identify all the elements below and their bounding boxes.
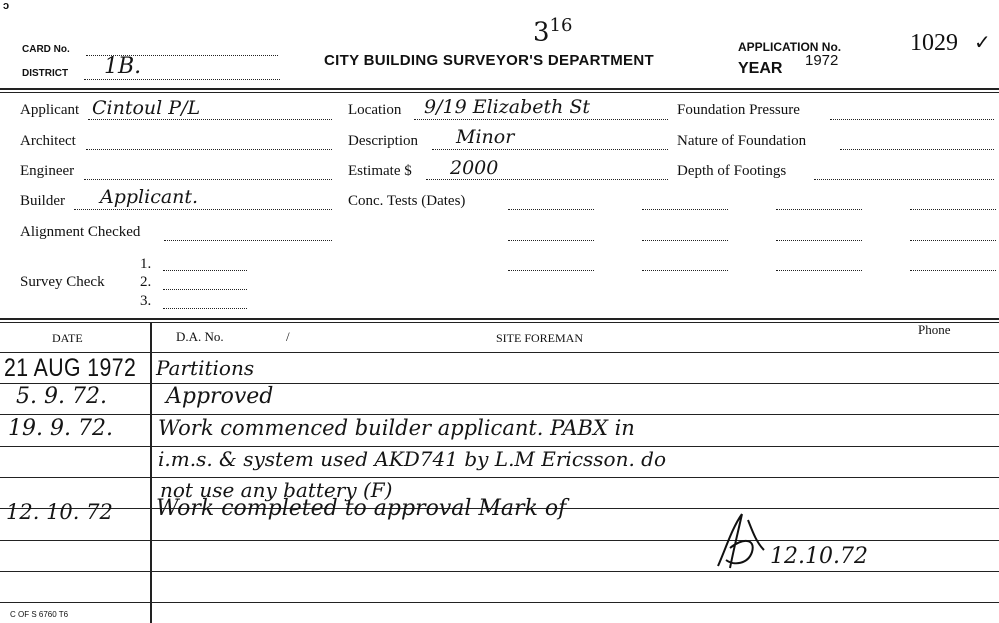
- conc-test-slot: [508, 209, 594, 210]
- row-line: [0, 540, 999, 541]
- year-label: YEAR: [738, 60, 783, 77]
- description-value: Minor: [456, 126, 515, 148]
- entry-date-1: 21 AUG 1972: [4, 354, 137, 382]
- alignment-label: Alignment Checked: [20, 224, 141, 240]
- application-label: APPLICATION No.: [738, 40, 842, 54]
- survey-check-label: Survey Check: [20, 274, 105, 290]
- row-line: [0, 602, 999, 603]
- district-label: DISTRICT: [22, 68, 69, 79]
- builder-line: [74, 209, 332, 210]
- conc-test-slot: [642, 240, 728, 241]
- conc-test-slot: [642, 209, 728, 210]
- builder-label: Builder: [20, 193, 65, 209]
- da-slash: /: [286, 329, 290, 344]
- district-value: 1B.: [104, 54, 142, 79]
- conc-test-slot: [776, 209, 862, 210]
- survey-1-line: [163, 270, 247, 271]
- application-number: 1029: [910, 30, 958, 56]
- survey-3-line: [163, 308, 247, 309]
- description-label: Description: [348, 133, 418, 149]
- header-rule-2: [0, 92, 999, 93]
- conc-test-slot: [508, 240, 594, 241]
- conc-test-slot: [776, 240, 862, 241]
- phone-header: Phone: [918, 322, 951, 337]
- form-code: C OF S 6760 T6: [10, 610, 69, 619]
- conc-test-slot: [910, 240, 996, 241]
- estimate-value: 2000: [450, 157, 499, 179]
- alignment-line: [164, 240, 332, 241]
- engineer-label: Engineer: [20, 163, 75, 179]
- date-column-divider: [150, 322, 152, 623]
- check-mark-icon: ✓: [974, 32, 991, 54]
- location-label: Location: [348, 102, 402, 118]
- row-line: [0, 383, 999, 384]
- survey-2-label: 2.: [140, 274, 152, 290]
- nature-foundation-line: [840, 149, 994, 150]
- site-foreman-header: SITE FOREMAN: [496, 331, 584, 345]
- foundation-pressure-label: Foundation Pressure: [677, 102, 800, 118]
- corner-mark: ↄ: [3, 0, 10, 12]
- da-no-header: D.A. No.: [176, 329, 224, 344]
- architect-label: Architect: [20, 133, 76, 149]
- page-number: $3^{16}$: [533, 15, 573, 48]
- entry-date-3: 19. 9. 72.: [8, 416, 113, 441]
- foundation-pressure-line: [830, 119, 994, 120]
- log-top-rule: [0, 318, 999, 320]
- conc-test-slot: [910, 209, 996, 210]
- entry-text-1: Partitions: [156, 356, 255, 380]
- entry-text-3: Work commenced builder applicant. PABX in: [158, 416, 635, 440]
- row-line: [0, 414, 999, 415]
- signature-date: 12.10.72: [770, 544, 868, 569]
- nature-foundation-label: Nature of Foundation: [677, 133, 807, 149]
- conc-test-slot: [508, 270, 594, 271]
- entry-text-2: Approved: [166, 384, 274, 409]
- conc-test-slot: [910, 270, 996, 271]
- district-line: [84, 79, 280, 80]
- applicant-line: [88, 119, 332, 120]
- estimate-line: [426, 179, 668, 180]
- builder-value: Applicant.: [100, 186, 199, 208]
- conc-test-slot: [776, 270, 862, 271]
- date-header: DATE: [52, 331, 83, 345]
- entry-date-2: 5. 9. 72.: [16, 384, 107, 409]
- estimate-label: Estimate $: [348, 163, 412, 179]
- department-title: CITY BUILDING SURVEYOR'S DEPARTMENT: [324, 52, 654, 69]
- year-value: 1972: [805, 52, 839, 69]
- conc-test-slot: [642, 270, 728, 271]
- signature-mark: [712, 508, 772, 572]
- location-line: [414, 119, 668, 120]
- engineer-line: [84, 179, 332, 180]
- survey-3-label: 3.: [140, 293, 152, 309]
- applicant-value: Cintoul P/L: [92, 97, 201, 119]
- architect-line: [86, 149, 332, 150]
- conc-tests-label: Conc. Tests (Dates): [348, 193, 466, 209]
- row-line: [0, 571, 999, 572]
- entry-text-4: i.m.s. & system used AKD741 by L.M Ericsson. do: [158, 447, 667, 471]
- entry-text-5: not use any battery (F): [160, 478, 393, 502]
- location-value: 9/19 Elizabeth St: [424, 96, 591, 118]
- survey-2-line: [163, 289, 247, 290]
- header-rule: [0, 88, 999, 90]
- depth-footings-line: [814, 179, 994, 180]
- applicant-label: Applicant: [20, 102, 80, 118]
- depth-footings-label: Depth of Footings: [677, 163, 787, 179]
- survey-1-label: 1.: [140, 256, 152, 272]
- entry-date-6: 12. 10. 72: [6, 500, 113, 524]
- description-line: [432, 149, 668, 150]
- card-no-label: CARD No.: [22, 44, 70, 55]
- row-line: [0, 477, 999, 478]
- entry-text-6: Work completed to approval Mark of: [156, 496, 567, 521]
